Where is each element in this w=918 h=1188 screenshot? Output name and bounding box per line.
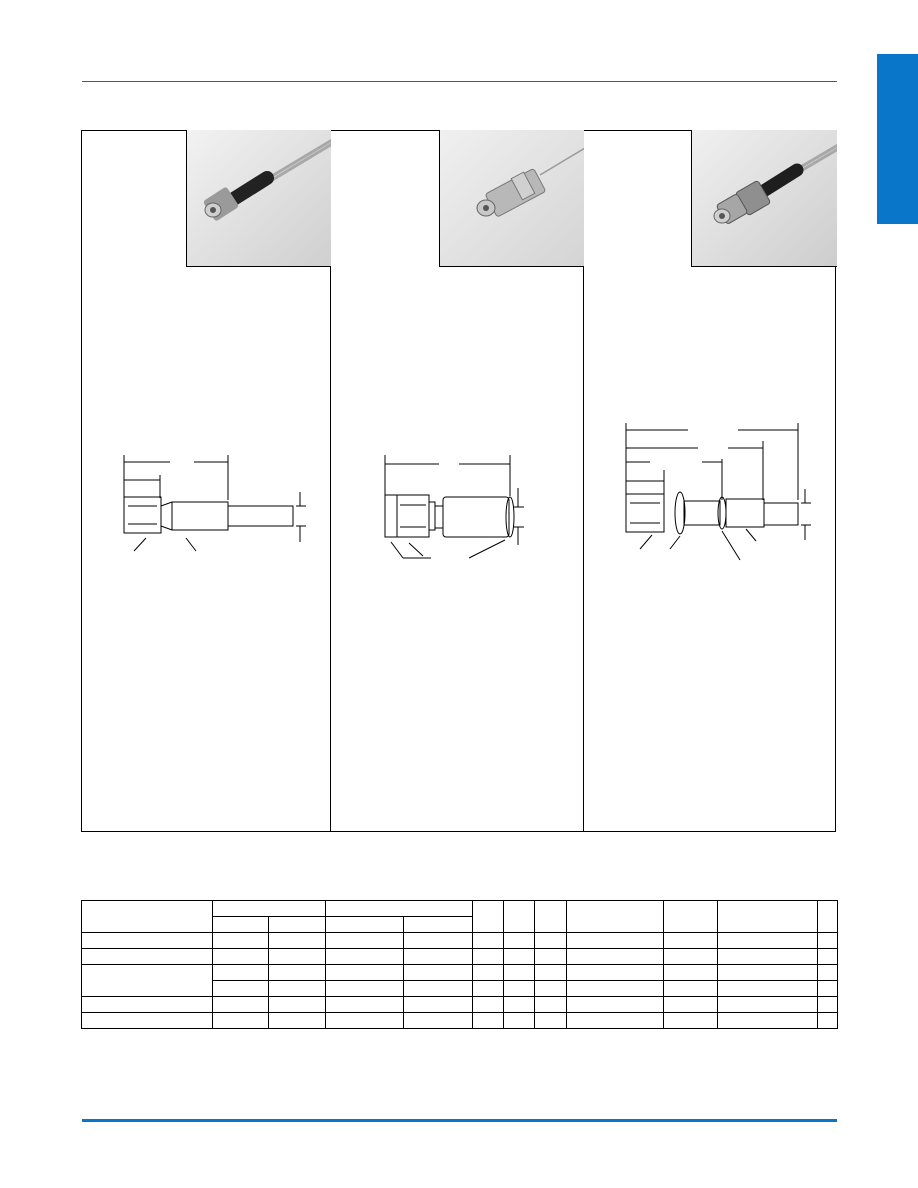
- outline-drawing-1: [110, 450, 310, 560]
- table-cell: [818, 933, 838, 949]
- table-header-cell: [818, 901, 838, 933]
- table-cell: [718, 981, 818, 997]
- table-cell: [473, 965, 504, 981]
- table-cell: [326, 933, 404, 949]
- table-header-cell: [404, 917, 473, 933]
- table-cell: [82, 997, 213, 1013]
- product-photo-3: [691, 130, 837, 267]
- table-cell: [504, 949, 535, 965]
- table-header-cell: [269, 917, 326, 933]
- section-tab[interactable]: [877, 54, 918, 224]
- table-header-cell: [504, 901, 535, 933]
- table-cell: [326, 965, 404, 981]
- table-cell: [535, 981, 567, 997]
- table-cell: [213, 965, 269, 981]
- table-cell: [818, 949, 838, 965]
- table-row: [82, 997, 838, 1013]
- table-row: [82, 949, 838, 965]
- table-cell: [326, 997, 404, 1013]
- table-cell: [473, 997, 504, 1013]
- table-cell: [504, 997, 535, 1013]
- table-cell: [82, 1013, 213, 1029]
- outline-drawing-2: [375, 450, 545, 570]
- table-cell: [82, 949, 213, 965]
- table-cell: [213, 933, 269, 949]
- table-header-cell: [535, 901, 567, 933]
- table-cell: [664, 997, 718, 1013]
- table-cell: [567, 965, 664, 981]
- table-header-cell: [213, 917, 269, 933]
- table-header-cell: [213, 901, 326, 917]
- table-cell: [535, 1013, 567, 1029]
- table-header-cell: [473, 901, 504, 933]
- table-header-row: [82, 901, 838, 917]
- table-cell: [404, 965, 473, 981]
- product-photo-2: [439, 130, 584, 267]
- specification-table: [81, 900, 838, 1029]
- table-cell: [718, 1013, 818, 1029]
- table-header-cell: [718, 901, 818, 933]
- table-cell: [82, 933, 213, 949]
- table-cell: [718, 933, 818, 949]
- table-header-cell: [82, 901, 213, 933]
- table-cell: [504, 981, 535, 997]
- table-cell: [504, 1013, 535, 1029]
- table-cell: [567, 933, 664, 949]
- table-cell: [326, 1013, 404, 1029]
- table-cell: [82, 965, 213, 997]
- table-row: [82, 933, 838, 949]
- table-cell: [718, 949, 818, 965]
- table-header-cell: [326, 901, 473, 917]
- table-cell: [213, 949, 269, 965]
- table-cell: [269, 949, 326, 965]
- table-cell: [326, 981, 404, 997]
- table-cell: [404, 933, 473, 949]
- table-cell: [213, 1013, 269, 1029]
- table-cell: [326, 949, 404, 965]
- bottom-accent-rule: [82, 1119, 837, 1122]
- table-cell: [567, 997, 664, 1013]
- table-cell: [404, 1013, 473, 1029]
- table-row: [82, 1013, 838, 1029]
- table-row: [82, 965, 838, 981]
- table-cell: [818, 965, 838, 981]
- table-cell: [473, 981, 504, 997]
- table-cell: [504, 933, 535, 949]
- table-cell: [664, 965, 718, 981]
- top-rule: [82, 81, 837, 82]
- table-cell: [473, 1013, 504, 1029]
- table-cell: [269, 1013, 326, 1029]
- table-cell: [818, 981, 838, 997]
- table-cell: [664, 1013, 718, 1029]
- table-header-cell: [326, 917, 404, 933]
- table-cell: [535, 997, 567, 1013]
- table-cell: [718, 997, 818, 1013]
- table-cell: [567, 949, 664, 965]
- table-cell: [269, 965, 326, 981]
- table-cell: [404, 997, 473, 1013]
- table-cell: [567, 1013, 664, 1029]
- product-photo-1: [186, 130, 331, 267]
- table-cell: [269, 981, 326, 997]
- table-cell: [473, 933, 504, 949]
- table-cell: [269, 997, 326, 1013]
- table-cell: [535, 949, 567, 965]
- table-cell: [818, 1013, 838, 1029]
- table-cell: [664, 949, 718, 965]
- outline-drawing-3: [618, 415, 818, 565]
- table-header-cell: [567, 901, 664, 933]
- table-cell: [535, 933, 567, 949]
- table-cell: [213, 981, 269, 997]
- table-cell: [213, 997, 269, 1013]
- table-cell: [473, 949, 504, 965]
- table-cell: [664, 933, 718, 949]
- table-cell: [269, 933, 326, 949]
- table-cell: [718, 965, 818, 981]
- table-cell: [535, 965, 567, 981]
- table-cell: [567, 981, 664, 997]
- table-cell: [818, 997, 838, 1013]
- table-cell: [404, 949, 473, 965]
- table-header-cell: [664, 901, 718, 933]
- table-cell: [504, 965, 535, 981]
- table-cell: [404, 981, 473, 997]
- table-cell: [664, 981, 718, 997]
